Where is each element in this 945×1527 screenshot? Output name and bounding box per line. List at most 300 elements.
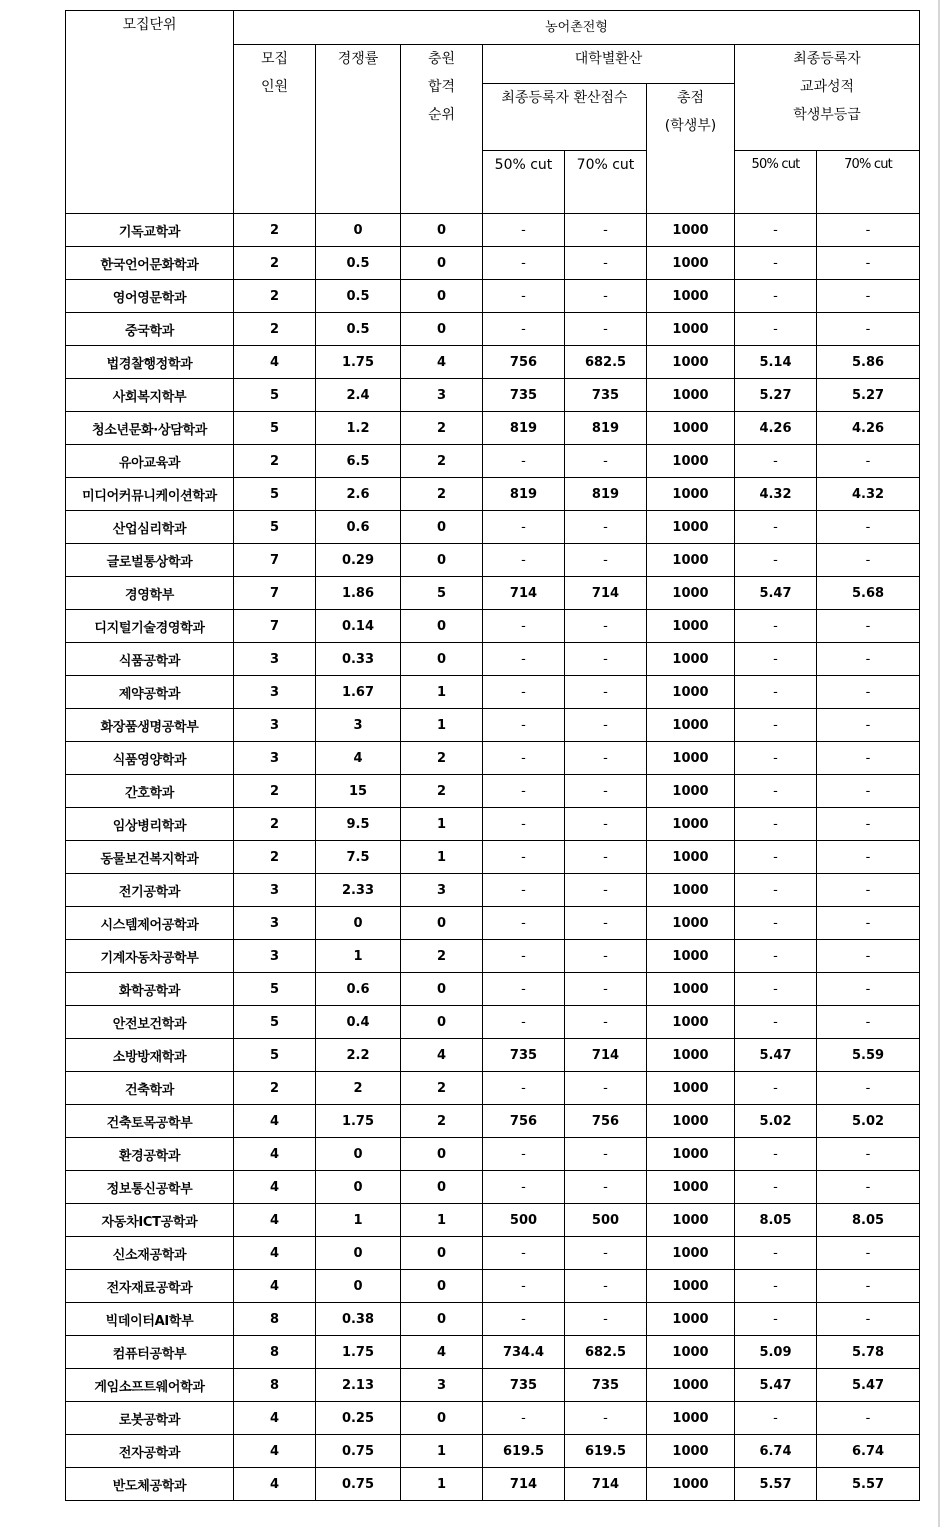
cell-total: 1000: [647, 511, 735, 544]
cell-waitlist: 0: [401, 1303, 483, 1336]
cell-rate: 1: [316, 1204, 401, 1237]
cell-score-cut50: -: [483, 544, 565, 577]
cell-grade-cut70: -: [817, 544, 920, 577]
cell-dept: 제약공학과: [66, 676, 234, 709]
cell-total: 1000: [647, 1468, 735, 1501]
cell-grade-cut50: -: [735, 544, 817, 577]
cell-dept: 화장품생명공학부: [66, 709, 234, 742]
cell-total: 1000: [647, 1138, 735, 1171]
table-row: [66, 775, 920, 808]
cell-dept: 임상병리학과: [66, 808, 234, 841]
cell-grade-cut50: 5.47: [735, 577, 817, 610]
cell-grade-cut70: 4.26: [817, 412, 920, 445]
cell-dept: 로봇공학과: [66, 1402, 234, 1435]
cell-total: 1000: [647, 1336, 735, 1369]
cell-total: 1000: [647, 214, 735, 247]
cell-dept: 기독교학과: [66, 214, 234, 247]
table-row: [66, 676, 920, 709]
cell-quota: 2: [234, 247, 316, 280]
header-unit: 모집단위: [66, 11, 234, 214]
cell-score-cut50: 619.5: [483, 1435, 565, 1468]
cell-rate: 2.6: [316, 478, 401, 511]
cell-total: 1000: [647, 247, 735, 280]
cell-dept: 정보통신공학부: [66, 1171, 234, 1204]
cell-total: 1000: [647, 1039, 735, 1072]
cell-dept: 컴퓨터공학부: [66, 1336, 234, 1369]
cell-rate: 0.5: [316, 313, 401, 346]
cell-score-cut50: -: [483, 1270, 565, 1303]
cell-score-cut50: 735: [483, 379, 565, 412]
cell-score-cut70: -: [565, 709, 647, 742]
table-row: [66, 1435, 920, 1468]
cell-grade-cut70: -: [817, 511, 920, 544]
table-row: [66, 577, 920, 610]
cell-rate: 1.75: [316, 1105, 401, 1138]
cell-score-cut50: -: [483, 1237, 565, 1270]
cell-waitlist: 4: [401, 1039, 483, 1072]
cell-grade-cut50: -: [735, 874, 817, 907]
cell-grade-cut70: -: [817, 610, 920, 643]
cell-grade-cut50: 5.27: [735, 379, 817, 412]
cell-quota: 3: [234, 940, 316, 973]
cell-waitlist: 0: [401, 1138, 483, 1171]
cell-rate: 0.6: [316, 511, 401, 544]
cell-total: 1000: [647, 1270, 735, 1303]
cell-dept: 산업심리학과: [66, 511, 234, 544]
cell-total: 1000: [647, 808, 735, 841]
cell-quota: 2: [234, 1072, 316, 1105]
cell-quota: 4: [234, 1435, 316, 1468]
cell-dept: 청소년문화·상담학과: [66, 412, 234, 445]
cell-grade-cut70: -: [817, 940, 920, 973]
cell-waitlist: 2: [401, 1105, 483, 1138]
cell-grade-cut70: -: [817, 841, 920, 874]
cell-quota: 3: [234, 643, 316, 676]
cell-score-cut50: -: [483, 247, 565, 280]
cell-dept: 식품공학과: [66, 643, 234, 676]
header-grade-cut50: 50% cut: [735, 151, 817, 214]
cell-score-cut70: -: [565, 1072, 647, 1105]
cell-score-cut50: -: [483, 907, 565, 940]
cell-score-cut50: -: [483, 742, 565, 775]
cell-quota: 5: [234, 1039, 316, 1072]
admission-results-table: [65, 10, 920, 1501]
cell-score-cut70: -: [565, 214, 647, 247]
cell-score-cut70: -: [565, 1270, 647, 1303]
cell-grade-cut50: -: [735, 676, 817, 709]
cell-score-cut50: -: [483, 610, 565, 643]
cell-rate: 2.13: [316, 1369, 401, 1402]
cell-quota: 7: [234, 577, 316, 610]
cell-score-cut70: 819: [565, 412, 647, 445]
cell-quota: 8: [234, 1303, 316, 1336]
cell-score-cut50: -: [483, 841, 565, 874]
cell-score-cut70: 735: [565, 1369, 647, 1402]
cell-quota: 8: [234, 1336, 316, 1369]
cell-quota: 2: [234, 280, 316, 313]
table-row: [66, 346, 920, 379]
cell-quota: 2: [234, 841, 316, 874]
cell-total: 1000: [647, 973, 735, 1006]
cell-quota: 5: [234, 412, 316, 445]
cell-quota: 3: [234, 742, 316, 775]
cell-rate: 7.5: [316, 841, 401, 874]
cell-grade-cut70: -: [817, 445, 920, 478]
header-score-cut50: 50% cut: [483, 151, 565, 214]
cell-dept: 디지털기술경영학과: [66, 610, 234, 643]
table-row: [66, 544, 920, 577]
cell-score-cut70: -: [565, 643, 647, 676]
cell-grade-cut50: 5.14: [735, 346, 817, 379]
table-row: [66, 973, 920, 1006]
cell-dept: 미디어커뮤니케이션학과: [66, 478, 234, 511]
cell-dept: 빅데이터AI학부: [66, 1303, 234, 1336]
cell-score-cut70: -: [565, 445, 647, 478]
cell-score-cut50: 819: [483, 412, 565, 445]
cell-total: 1000: [647, 379, 735, 412]
cell-waitlist: 2: [401, 445, 483, 478]
cell-score-cut50: -: [483, 1402, 565, 1435]
cell-dept: 화학공학과: [66, 973, 234, 1006]
cell-waitlist: 0: [401, 280, 483, 313]
cell-total: 1000: [647, 1006, 735, 1039]
cell-quota: 2: [234, 775, 316, 808]
table-row: [66, 610, 920, 643]
cell-score-cut70: -: [565, 742, 647, 775]
cell-grade-cut70: 4.32: [817, 478, 920, 511]
cell-score-cut70: -: [565, 610, 647, 643]
cell-score-cut50: -: [483, 1072, 565, 1105]
header-rate: 경쟁률: [316, 45, 401, 214]
cell-quota: 8: [234, 1369, 316, 1402]
cell-waitlist: 0: [401, 1006, 483, 1039]
cell-rate: 3: [316, 709, 401, 742]
cell-quota: 2: [234, 808, 316, 841]
cell-quota: 3: [234, 907, 316, 940]
cell-score-cut70: -: [565, 247, 647, 280]
cell-waitlist: 0: [401, 1270, 483, 1303]
cell-score-cut50: 756: [483, 346, 565, 379]
table-row: [66, 379, 920, 412]
cell-quota: 4: [234, 346, 316, 379]
cell-quota: 5: [234, 1006, 316, 1039]
cell-score-cut70: -: [565, 676, 647, 709]
cell-grade-cut50: 6.74: [735, 1435, 817, 1468]
cell-score-cut50: 756: [483, 1105, 565, 1138]
cell-score-cut70: -: [565, 841, 647, 874]
cell-grade-cut70: -: [817, 1171, 920, 1204]
cell-total: 1000: [647, 1237, 735, 1270]
cell-score-cut70: -: [565, 907, 647, 940]
cell-score-cut70: -: [565, 940, 647, 973]
cell-grade-cut50: 5.57: [735, 1468, 817, 1501]
cell-grade-cut50: -: [735, 1138, 817, 1171]
cell-score-cut50: -: [483, 709, 565, 742]
cell-waitlist: 4: [401, 1336, 483, 1369]
cell-score-cut70: -: [565, 313, 647, 346]
cell-quota: 4: [234, 1204, 316, 1237]
cell-dept: 간호학과: [66, 775, 234, 808]
cell-grade-cut50: -: [735, 808, 817, 841]
cell-grade-cut70: 5.02: [817, 1105, 920, 1138]
cell-waitlist: 2: [401, 478, 483, 511]
cell-grade-cut70: 5.68: [817, 577, 920, 610]
cell-quota: 7: [234, 610, 316, 643]
table-row: [66, 412, 920, 445]
cell-score-cut70: 714: [565, 1039, 647, 1072]
cell-dept: 법경찰행정학과: [66, 346, 234, 379]
cell-grade-cut70: -: [817, 676, 920, 709]
cell-rate: 0.33: [316, 643, 401, 676]
cell-score-cut50: 819: [483, 478, 565, 511]
cell-quota: 3: [234, 676, 316, 709]
cell-grade-cut50: -: [735, 841, 817, 874]
cell-score-cut70: 735: [565, 379, 647, 412]
cell-waitlist: 0: [401, 610, 483, 643]
cell-grade-cut70: -: [817, 973, 920, 1006]
cell-total: 1000: [647, 280, 735, 313]
cell-score-cut50: -: [483, 874, 565, 907]
table-row: [66, 907, 920, 940]
cell-waitlist: 0: [401, 511, 483, 544]
header-grade-cut70: 70% cut: [817, 151, 920, 214]
header-quota: 모집 인원: [234, 45, 316, 214]
cell-grade-cut50: -: [735, 940, 817, 973]
header-waitlist: 충원 합격 순위: [401, 45, 483, 214]
cell-dept: 영어영문학과: [66, 280, 234, 313]
table-row: [66, 511, 920, 544]
cell-waitlist: 1: [401, 841, 483, 874]
cell-waitlist: 3: [401, 379, 483, 412]
cell-rate: 0.14: [316, 610, 401, 643]
table-row: [66, 1369, 920, 1402]
table-row: [66, 1303, 920, 1336]
cell-total: 1000: [647, 1072, 735, 1105]
cell-grade-cut70: -: [817, 1270, 920, 1303]
cell-waitlist: 1: [401, 808, 483, 841]
cell-grade-cut70: -: [817, 808, 920, 841]
cell-grade-cut50: -: [735, 709, 817, 742]
table-row: [66, 1171, 920, 1204]
cell-waitlist: 0: [401, 907, 483, 940]
cell-score-cut50: 500: [483, 1204, 565, 1237]
cell-grade-cut70: -: [817, 907, 920, 940]
cell-waitlist: 4: [401, 346, 483, 379]
cell-rate: 1: [316, 940, 401, 973]
cell-waitlist: 2: [401, 775, 483, 808]
cell-dept: 소방방재학과: [66, 1039, 234, 1072]
table-row: [66, 841, 920, 874]
cell-quota: 4: [234, 1402, 316, 1435]
cell-grade-cut70: -: [817, 1402, 920, 1435]
cell-quota: 4: [234, 1237, 316, 1270]
cell-score-cut50: -: [483, 676, 565, 709]
cell-total: 1000: [647, 643, 735, 676]
cell-waitlist: 2: [401, 412, 483, 445]
cell-score-cut70: -: [565, 544, 647, 577]
cell-score-cut50: 714: [483, 577, 565, 610]
table-row: [66, 874, 920, 907]
cell-score-cut50: -: [483, 1006, 565, 1039]
table-row: [66, 643, 920, 676]
cell-waitlist: 1: [401, 1435, 483, 1468]
cell-rate: 2.4: [316, 379, 401, 412]
cell-grade-cut50: 8.05: [735, 1204, 817, 1237]
cell-rate: 0: [316, 1171, 401, 1204]
cell-score-cut70: -: [565, 808, 647, 841]
header-total: 총점 (학생부): [647, 84, 735, 214]
cell-score-cut70: 619.5: [565, 1435, 647, 1468]
table-row: [66, 709, 920, 742]
header-conversion: 대학별환산: [483, 45, 735, 84]
cell-score-cut70: 500: [565, 1204, 647, 1237]
cell-rate: 0.5: [316, 280, 401, 313]
cell-grade-cut50: 5.09: [735, 1336, 817, 1369]
cell-total: 1000: [647, 610, 735, 643]
cell-total: 1000: [647, 940, 735, 973]
cell-rate: 0.29: [316, 544, 401, 577]
cell-rate: 1.86: [316, 577, 401, 610]
cell-dept: 전기공학과: [66, 874, 234, 907]
table-row: [66, 280, 920, 313]
cell-rate: 0: [316, 214, 401, 247]
cell-grade-cut50: 4.32: [735, 478, 817, 511]
cell-grade-cut50: -: [735, 973, 817, 1006]
table-row: [66, 445, 920, 478]
cell-grade-cut50: -: [735, 247, 817, 280]
table-row: [66, 1270, 920, 1303]
cell-grade-cut50: -: [735, 610, 817, 643]
cell-total: 1000: [647, 478, 735, 511]
cell-waitlist: 5: [401, 577, 483, 610]
cell-rate: 2.2: [316, 1039, 401, 1072]
cell-rate: 0.6: [316, 973, 401, 1006]
cell-quota: 3: [234, 874, 316, 907]
cell-waitlist: 0: [401, 1171, 483, 1204]
cell-quota: 5: [234, 379, 316, 412]
cell-rate: 0: [316, 907, 401, 940]
cell-grade-cut70: 5.47: [817, 1369, 920, 1402]
cell-dept: 기계자동차공학부: [66, 940, 234, 973]
cell-rate: 0.25: [316, 1402, 401, 1435]
cell-score-cut70: -: [565, 874, 647, 907]
cell-grade-cut50: -: [735, 1402, 817, 1435]
cell-dept: 게임소프트웨어학과: [66, 1369, 234, 1402]
cell-score-cut50: 735: [483, 1039, 565, 1072]
cell-total: 1000: [647, 742, 735, 775]
cell-total: 1000: [647, 346, 735, 379]
cell-rate: 0: [316, 1138, 401, 1171]
cell-total: 1000: [647, 907, 735, 940]
cell-rate: 9.5: [316, 808, 401, 841]
cell-grade-cut50: -: [735, 907, 817, 940]
cell-grade-cut50: 5.47: [735, 1039, 817, 1072]
cell-dept: 반도체공학과: [66, 1468, 234, 1501]
cell-rate: 1.67: [316, 676, 401, 709]
cell-total: 1000: [647, 1435, 735, 1468]
cell-quota: 5: [234, 511, 316, 544]
table-row: [66, 1204, 920, 1237]
cell-total: 1000: [647, 1171, 735, 1204]
cell-rate: 1.75: [316, 1336, 401, 1369]
cell-score-cut70: -: [565, 511, 647, 544]
table-row: [66, 1237, 920, 1270]
cell-total: 1000: [647, 874, 735, 907]
cell-total: 1000: [647, 676, 735, 709]
cell-score-cut50: -: [483, 973, 565, 1006]
cell-grade-cut50: -: [735, 1171, 817, 1204]
cell-score-cut70: -: [565, 775, 647, 808]
cell-grade-cut70: -: [817, 1138, 920, 1171]
cell-waitlist: 2: [401, 940, 483, 973]
cell-waitlist: 1: [401, 1204, 483, 1237]
cell-waitlist: 2: [401, 742, 483, 775]
cell-quota: 7: [234, 544, 316, 577]
cell-waitlist: 0: [401, 214, 483, 247]
cell-waitlist: 2: [401, 1072, 483, 1105]
table-header: [66, 11, 920, 214]
cell-score-cut70: -: [565, 1171, 647, 1204]
cell-grade-cut70: 6.74: [817, 1435, 920, 1468]
cell-total: 1000: [647, 313, 735, 346]
cell-score-cut50: -: [483, 280, 565, 313]
cell-quota: 2: [234, 445, 316, 478]
cell-score-cut70: 756: [565, 1105, 647, 1138]
cell-waitlist: 0: [401, 1402, 483, 1435]
cell-score-cut50: 714: [483, 1468, 565, 1501]
cell-quota: 4: [234, 1138, 316, 1171]
cell-dept: 자동차ICT공학과: [66, 1204, 234, 1237]
cell-total: 1000: [647, 412, 735, 445]
cell-dept: 한국언어문화학과: [66, 247, 234, 280]
cell-dept: 안전보건학과: [66, 1006, 234, 1039]
cell-grade-cut70: -: [817, 1303, 920, 1336]
cell-score-cut50: -: [483, 643, 565, 676]
cell-waitlist: 1: [401, 709, 483, 742]
cell-quota: 2: [234, 214, 316, 247]
cell-grade-cut70: -: [817, 214, 920, 247]
cell-grade-cut50: -: [735, 643, 817, 676]
cell-total: 1000: [647, 1369, 735, 1402]
cell-total: 1000: [647, 577, 735, 610]
cell-dept: 전자공학과: [66, 1435, 234, 1468]
cell-waitlist: 0: [401, 313, 483, 346]
table-row: [66, 742, 920, 775]
cell-total: 1000: [647, 1303, 735, 1336]
cell-total: 1000: [647, 445, 735, 478]
cell-grade-cut70: 5.57: [817, 1468, 920, 1501]
cell-grade-cut70: 5.27: [817, 379, 920, 412]
cell-total: 1000: [647, 841, 735, 874]
header-final-score: 최종등록자 환산점수: [483, 84, 647, 151]
table-row: [66, 1072, 920, 1105]
cell-total: 1000: [647, 1204, 735, 1237]
cell-dept: 중국학과: [66, 313, 234, 346]
cell-score-cut50: 735: [483, 1369, 565, 1402]
cell-waitlist: 3: [401, 1369, 483, 1402]
cell-score-cut70: 682.5: [565, 1336, 647, 1369]
cell-dept: 전자재료공학과: [66, 1270, 234, 1303]
table-row: [66, 313, 920, 346]
table-row: [66, 1336, 920, 1369]
cell-grade-cut50: -: [735, 775, 817, 808]
cell-score-cut70: 714: [565, 577, 647, 610]
cell-dept: 식품영양학과: [66, 742, 234, 775]
cell-rate: 1.75: [316, 346, 401, 379]
cell-waitlist: 0: [401, 247, 483, 280]
cell-rate: 0.38: [316, 1303, 401, 1336]
table-row: [66, 1105, 920, 1138]
